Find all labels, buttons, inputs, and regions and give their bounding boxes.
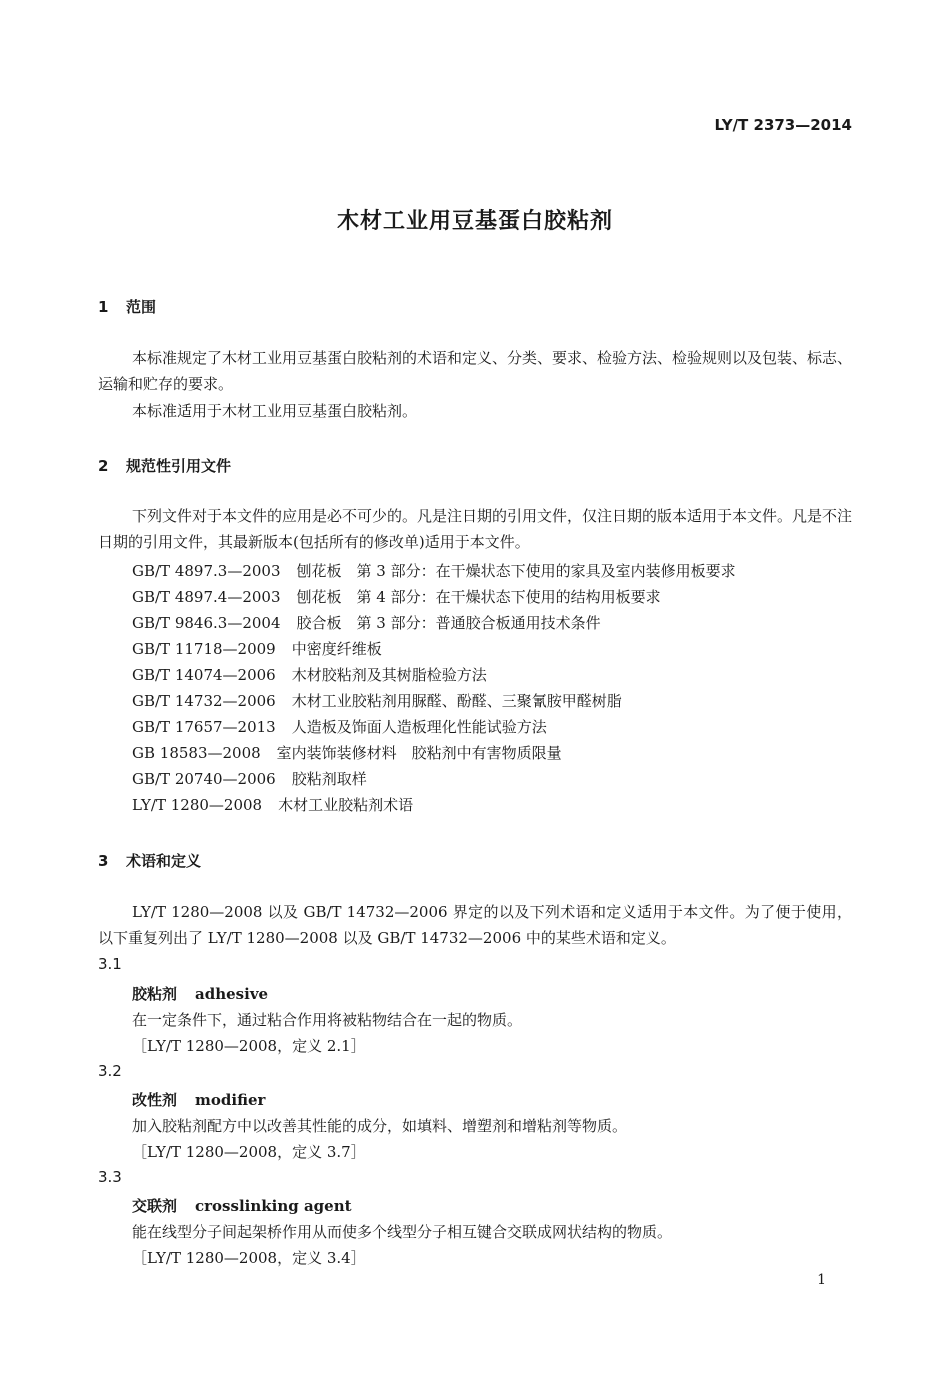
reference-title: 木材工业胶粘剂术语 bbox=[278, 796, 414, 814]
reference-item bbox=[132, 560, 736, 581]
reference-item bbox=[132, 794, 413, 815]
term-number: 3.3 bbox=[98, 1168, 122, 1186]
reference-code: GB/T 4897.4—2003 bbox=[132, 588, 281, 606]
reference-code: GB/T 17657—2013 bbox=[132, 718, 276, 736]
section-title: 范围 bbox=[126, 298, 157, 316]
section-3-heading bbox=[98, 850, 201, 871]
term-definition: 能在线型分子间起架桥作用从而使多个线型分子相互键合交联成网状结构的物质。 bbox=[132, 1223, 673, 1241]
reference-title: 木材工业胶粘剂用脲醛、酚醛、三聚氰胺甲醛树脂 bbox=[291, 692, 622, 710]
section-number: 1 bbox=[98, 298, 109, 316]
term-definition: 加入胶粘剂配方中以改善其性能的成分，如填料、增塑剂和增粘剂等物质。 bbox=[132, 1117, 628, 1135]
section-title: 术语和定义 bbox=[126, 852, 202, 870]
section-1-paragraph-2: 本标准适用于木材工业用豆基蛋白胶粘剂。 bbox=[132, 402, 418, 420]
reference-title: 室内装饰装修材料 胶粘剂中有害物质限量 bbox=[276, 744, 562, 762]
term-name bbox=[132, 1195, 352, 1216]
term-source: ［LY/T 1280—2008，定义 3.4］ bbox=[132, 1249, 366, 1267]
reference-code: GB 18583—2008 bbox=[132, 744, 261, 762]
reference-code: LY/T 1280—2008 bbox=[132, 796, 263, 814]
reference-item bbox=[132, 690, 622, 711]
reference-code: GB/T 4897.3—2003 bbox=[132, 562, 281, 580]
reference-code: GB/T 14074—2006 bbox=[132, 666, 276, 684]
term-number: 3.1 bbox=[98, 955, 122, 973]
section-1-paragraph-1: 本标准规定了木材工业用豆基蛋白胶粘剂的术语和定义、分类、要求、检验方法、检验规则以及包装、标志、运输和贮存的要求。 bbox=[98, 349, 853, 393]
term-source: ［LY/T 1280—2008，定义 3.7］ bbox=[132, 1143, 366, 1161]
reference-item bbox=[132, 664, 487, 685]
term-source: ［LY/T 1280—2008，定义 2.1］ bbox=[132, 1037, 366, 1055]
term-name bbox=[132, 1089, 265, 1110]
reference-code: GB/T 9846.3—2004 bbox=[132, 614, 281, 632]
reference-title: 刨花板 第 4 部分：在干燥状态下使用的结构用板要求 bbox=[296, 588, 661, 606]
reference-title: 木材胶粘剂及其树脂检验方法 bbox=[291, 666, 487, 684]
reference-title: 胶合板 第 3 部分：普通胶合板通用技术条件 bbox=[296, 614, 601, 632]
section-number: 2 bbox=[98, 457, 109, 475]
reference-title: 胶粘剂取样 bbox=[291, 770, 367, 788]
reference-code: GB/T 11718—2009 bbox=[132, 640, 276, 658]
section-2-paragraph-1: 下列文件对于本文件的应用是必不可少的。凡是注日期的引用文件，仅注日期的版本适用于本文件。凡是不注日期的引用文件，其最新版本(包括所有的修改单)适用于本文件。 bbox=[98, 507, 853, 551]
reference-item bbox=[132, 638, 382, 659]
page-number: 1 bbox=[817, 1272, 826, 1288]
reference-title: 人造板及饰面人造板理化性能试验方法 bbox=[291, 718, 547, 736]
reference-title: 中密度纤维板 bbox=[291, 640, 382, 658]
reference-code: GB/T 14732—2006 bbox=[132, 692, 276, 710]
section-2-heading bbox=[98, 455, 231, 476]
term-zh: 交联剂 bbox=[132, 1197, 178, 1215]
term-name bbox=[132, 983, 268, 1004]
reference-item bbox=[132, 742, 562, 763]
term-zh: 改性剂 bbox=[132, 1091, 178, 1109]
section-number: 3 bbox=[98, 852, 109, 870]
section-title: 规范性引用文件 bbox=[126, 457, 232, 475]
reference-item bbox=[132, 768, 367, 789]
reference-item bbox=[132, 612, 601, 633]
document-title: 木材工业用豆基蛋白胶粘剂 bbox=[336, 209, 613, 234]
reference-title: 刨花板 第 3 部分：在干燥状态下使用的家具及室内装修用板要求 bbox=[296, 562, 736, 580]
term-number: 3.2 bbox=[98, 1062, 122, 1080]
term-definition: 在一定条件下，通过粘合作用将被粘物结合在一起的物质。 bbox=[132, 1011, 523, 1029]
reference-item bbox=[132, 716, 547, 737]
term-zh: 胶粘剂 bbox=[132, 985, 178, 1003]
term-en: modifier bbox=[195, 1091, 266, 1109]
standard-code: LY/T 2373—2014 bbox=[714, 116, 852, 134]
reference-item bbox=[132, 586, 661, 607]
section-3-paragraph-1: LY/T 1280—2008 以及 GB/T 14732—2006 界定的以及下列术语和定义适用于本文件。为了便于使用，以下重复列出了 LY/T 1280—2008 以及 GB/T 14732—2006 中的某些术语和定义。 bbox=[98, 903, 852, 947]
reference-code: GB/T 20740—2006 bbox=[132, 770, 276, 788]
term-en: adhesive bbox=[195, 985, 269, 1003]
term-en: crosslinking agent bbox=[195, 1197, 352, 1215]
section-1-heading bbox=[98, 296, 156, 317]
